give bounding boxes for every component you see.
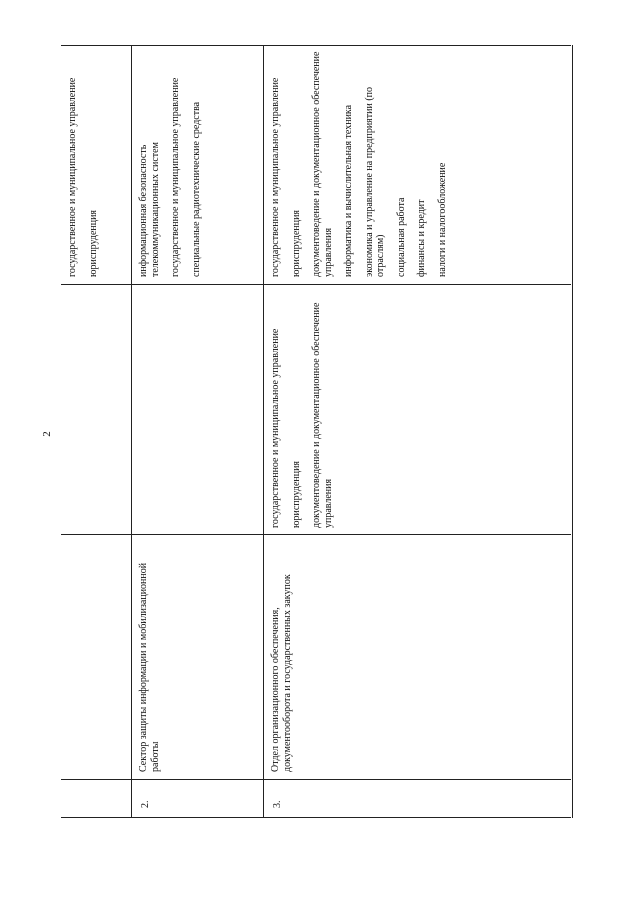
list-item: налоги и налогообложение xyxy=(436,162,448,277)
entrant-specialties-list xyxy=(270,51,448,277)
list-item: государственное и муниципальное управление xyxy=(67,77,78,277)
list-item: информатика и вычислительная техника xyxy=(343,104,354,277)
list-item: социальная работа xyxy=(395,197,407,277)
department-name: Отдел организационного обеспечения, документооборота и государственных закупок xyxy=(270,574,293,772)
row-number: 2. xyxy=(140,800,151,808)
table-row xyxy=(263,45,573,818)
list-item: экономика и управление на предприятии (по отраслям) xyxy=(363,86,386,277)
list-item: юриспруденция xyxy=(87,209,99,277)
specialties-list xyxy=(270,292,334,528)
row-number: 3. xyxy=(272,800,283,808)
list-item: информационная безопасность телекоммуникационных систем xyxy=(138,142,161,277)
list-item: государственное и муниципальное управление xyxy=(170,77,181,277)
list-item: государственное и муниципальное управление xyxy=(270,77,281,277)
entrant-specialties-list xyxy=(67,51,99,277)
list-item: финансы и кредит xyxy=(416,199,427,277)
table-row xyxy=(131,45,264,818)
list-item: специальные радиотехнические средства xyxy=(190,101,202,277)
list-item: документоведение и документационное обеспечение управления xyxy=(311,302,334,528)
list-item: юриспруденция xyxy=(290,209,302,277)
positions-table-rotated xyxy=(61,45,571,818)
table-row xyxy=(61,45,131,818)
list-item: юриспруденция xyxy=(290,460,302,528)
page-number: 2 xyxy=(40,431,53,437)
list-item: государственное и муниципальное управление xyxy=(270,328,281,528)
positions-table xyxy=(61,45,571,818)
entrant-specialties-list xyxy=(138,51,202,277)
list-item: документоведение и документационное обеспечение управления xyxy=(311,51,334,277)
department-name: Сектор защиты информации и мобилизационной работы xyxy=(138,562,161,772)
